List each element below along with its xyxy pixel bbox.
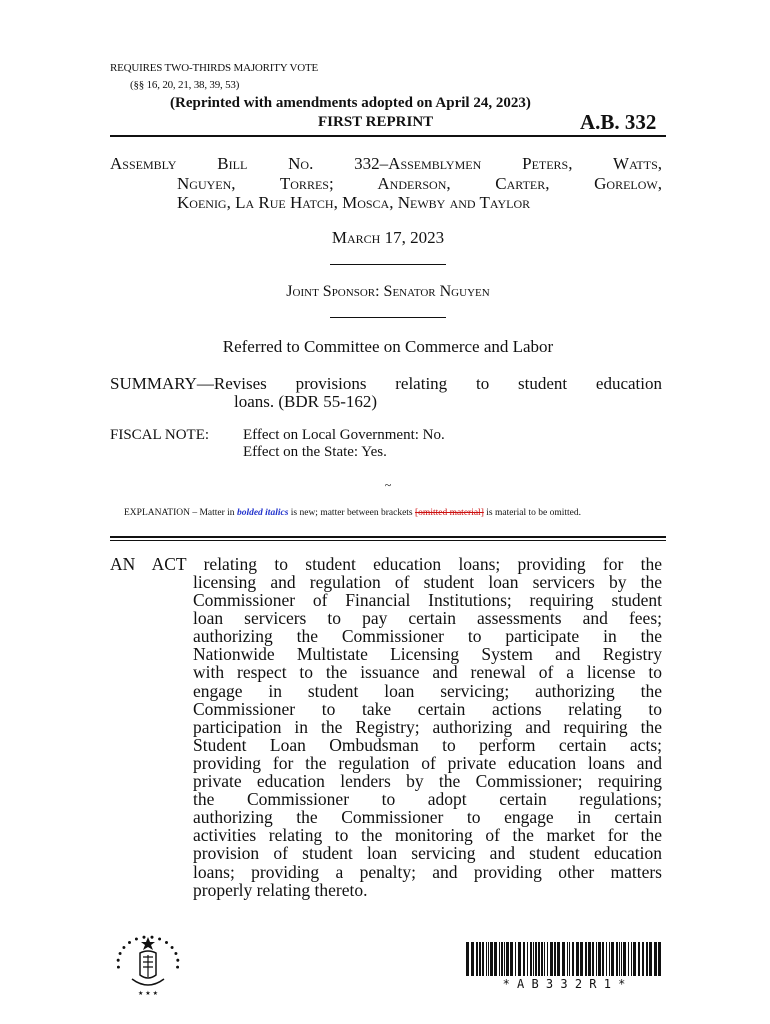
bill-number: A.B. 332 bbox=[580, 110, 657, 134]
act-line: activities relating to the monitoring of the market for the bbox=[193, 825, 662, 846]
nevada-seal-icon bbox=[112, 935, 184, 997]
act-last-line: properly relating thereto. bbox=[193, 879, 368, 900]
explanation-middle: is new; matter between brackets bbox=[290, 508, 413, 518]
act-line: loans; providing a penalty; and providing other matters bbox=[193, 861, 662, 882]
explanation-omitted: [omitted material] bbox=[415, 508, 484, 518]
act-line: engage in student loan servicing; authorizing the bbox=[193, 680, 662, 701]
act-line: licensing and regulation of student loan servicers by the bbox=[193, 572, 662, 592]
committee-referral: Referred to Committee on Commerce and Labor bbox=[222, 337, 554, 356]
barcode-icon bbox=[466, 942, 662, 976]
vote-requirement: REQUIRES TWO-THIRDS MAJORITY VOTE bbox=[110, 62, 318, 74]
joint-sponsor: Joint Sponsor: Senator Nguyen bbox=[286, 283, 490, 300]
svg-text:★ ★ ★: ★ ★ ★ bbox=[138, 990, 158, 997]
barcode-text: * A B 3 3 2 R 1 * bbox=[502, 977, 626, 991]
reprint-notice: (Reprinted with amendments adopted on April 24, 2023) bbox=[170, 95, 531, 111]
act-line: Commissioner to take certain actions relating to bbox=[193, 698, 662, 719]
act-line: Student Loan Ombudsman to perform certain acts; bbox=[193, 734, 662, 755]
sponsor-divider bbox=[330, 317, 446, 318]
act-line: authorizing the Commissioner to engage in certain bbox=[193, 807, 662, 828]
act-line: Commissioner of Financial Institutions; requiring student bbox=[193, 590, 662, 611]
act-line: private education lenders by the Commissioner; requiring bbox=[193, 771, 662, 792]
act-first-line: AN ACT relating to student education loans; providing for the bbox=[110, 554, 662, 574]
sponsors-line-1: Assembly Bill No. 332–Assemblymen Peters, Watts, bbox=[110, 154, 662, 173]
date-divider bbox=[330, 264, 446, 265]
introduction-date: March 17, 2023 bbox=[331, 228, 445, 247]
act-line: participation in the Registry; authorizing and requiring the bbox=[193, 716, 662, 737]
sections-list: (§§ 16, 20, 21, 38, 39, 53) bbox=[130, 79, 240, 91]
act-body bbox=[193, 573, 662, 899]
sponsors-line-2: Nguyen, Torres; Anderson, Carter, Gorelow, bbox=[177, 174, 662, 193]
fiscal-state-effect: Effect on the State: Yes. bbox=[243, 444, 387, 460]
header-rule bbox=[110, 135, 666, 137]
act-rule-bottom bbox=[110, 540, 666, 541]
fiscal-note-label: FISCAL NOTE: bbox=[110, 427, 210, 443]
act-line: the Commissioner to adopt certain regulations; bbox=[193, 789, 662, 810]
explanation-bold-italic: bolded italics bbox=[236, 508, 289, 518]
summary-line-1: SUMMARY—Revises provisions relating to student education bbox=[110, 374, 662, 393]
act-line: providing for the regulation of private education loans and bbox=[193, 752, 662, 773]
sponsors-line-3: Koenig, La Rue Hatch, Mosca, Newby and Taylor bbox=[177, 193, 531, 212]
act-line: provision of student loan servicing and student education bbox=[193, 843, 662, 864]
tilde-separator: ~ bbox=[384, 478, 392, 492]
explanation-prefix: EXPLANATION – Matter in bbox=[124, 508, 235, 518]
first-reprint-label: FIRST REPRINT bbox=[318, 114, 434, 130]
act-line: with respect to the issuance and renewal of a license to bbox=[193, 662, 662, 683]
explanation-line bbox=[124, 508, 664, 518]
act-line: Nationwide Multistate Licensing System and Registry bbox=[193, 644, 662, 665]
summary-line-2: loans. (BDR 55-162) bbox=[234, 392, 378, 411]
fiscal-local-effect: Effect on Local Government: No. bbox=[243, 427, 445, 443]
act-rule-top bbox=[110, 536, 666, 538]
act-line: authorizing the Commissioner to participate in the bbox=[193, 626, 662, 647]
explanation-suffix: is material to be omitted. bbox=[486, 508, 581, 518]
act-line: loan servicers to pay certain assessments and fees; bbox=[193, 608, 662, 629]
